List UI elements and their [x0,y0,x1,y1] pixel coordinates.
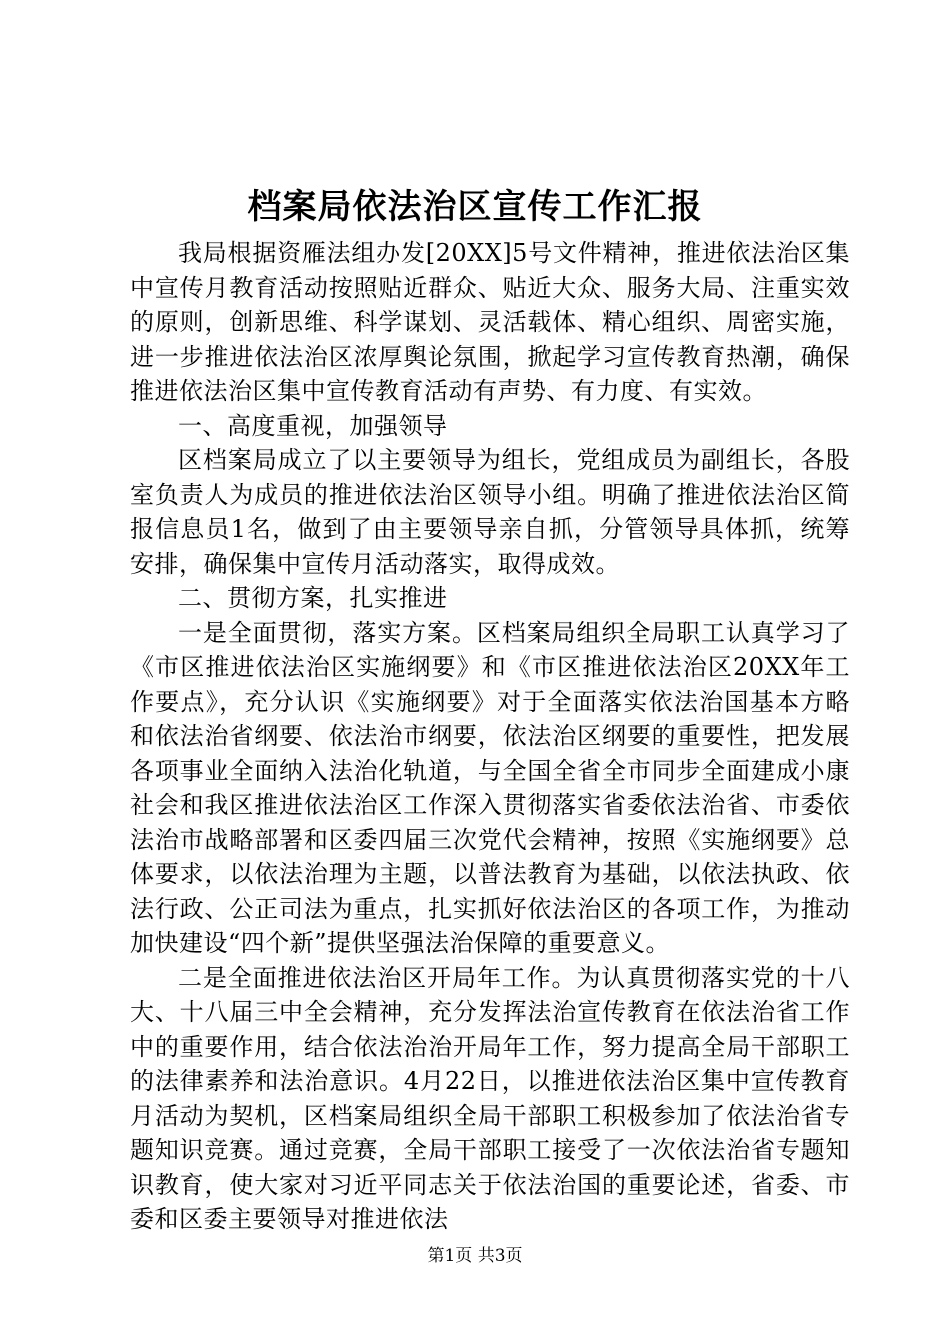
section-1-paragraph: 区档案局成立了以主要领导为组长，党组成员为副组长，各股室负责人为成员的推进依法治区领导小组。明确了推进依法治区简报信息员1名，做到了由主要领导亲自抓，分管领导具体抓，统筹安排，确保集中宣传月活动落实，取得成效。 [130,446,850,578]
document-title: 档案局依法治区宣传工作汇报 [247,187,703,227]
page-number-footer: 第1页 共3页 [427,1246,523,1266]
section-2-paragraph-2: 二是全面推进依法治区开局年工作。为认真贯彻落实党的十八大、十八届三中全会精神，充分发挥法治宣传教育在依法治省工作中的重要作用，结合依法治治开局年工作，努力提高全局干部职工的法律素养和法治意识。4月22日，以推进依法治区集中宣传教育月活动为契机，区档案局组织全局干部职工积极参加了依法治省专题知识竞赛。通过竞赛，全局干部职工接受了一次依法治省专题知识教育，使大家对习近平同志关于依法治国的重要论述，省委、市委和区委主要领导对推进依法 [130,963,850,1233]
document-body [130,236,850,1237]
section-heading-1: 一、高度重视，加强领导 [178,411,448,440]
intro-paragraph: 我局根据资雁法组办发[20XX]5号文件精神，推进依法治区集中宣传月教育活动按照贴近群众、贴近大众、服务大局、注重实效的原则，创新思维、科学谋划、灵活载体、精心组织、周密实施，进一步推进依法治区浓厚舆论氛围，掀起学习宣传教育热潮，确保推进依法治区集中宣传教育活动有声势、有力度、有实效。 [130,239,850,405]
section-heading-2: 二、贯彻方案，扎实推进 [178,584,448,612]
section-2-paragraph-1: 一是全面贯彻，落实方案。区档案局组织全局职工认真学习了《市区推进依法治区实施纲要》和《市区推进依法治区20XX年工作要点》，充分认识《实施纲要》对于全面落实依法治国基本方略和依法治省纲要、依法治市纲要，依法治区纲要的重要性，把发展各项事业全面纳入法治化轨道，与全国全省全市同步全面建成小康社会和我区推进依法治区工作深入贯彻落实省委依法治省、市委依法治市战略部署和区委四届三次党代会精神，按照《实施纲要》总体要求，以依法治理为主题，以普法教育为基础，以依法执政、依法行政、公正司法为重点，扎实抓好依法治区的各项工作，为推动加快建设“四个新”提供坚强法治保障的重要意义。 [130,618,850,957]
